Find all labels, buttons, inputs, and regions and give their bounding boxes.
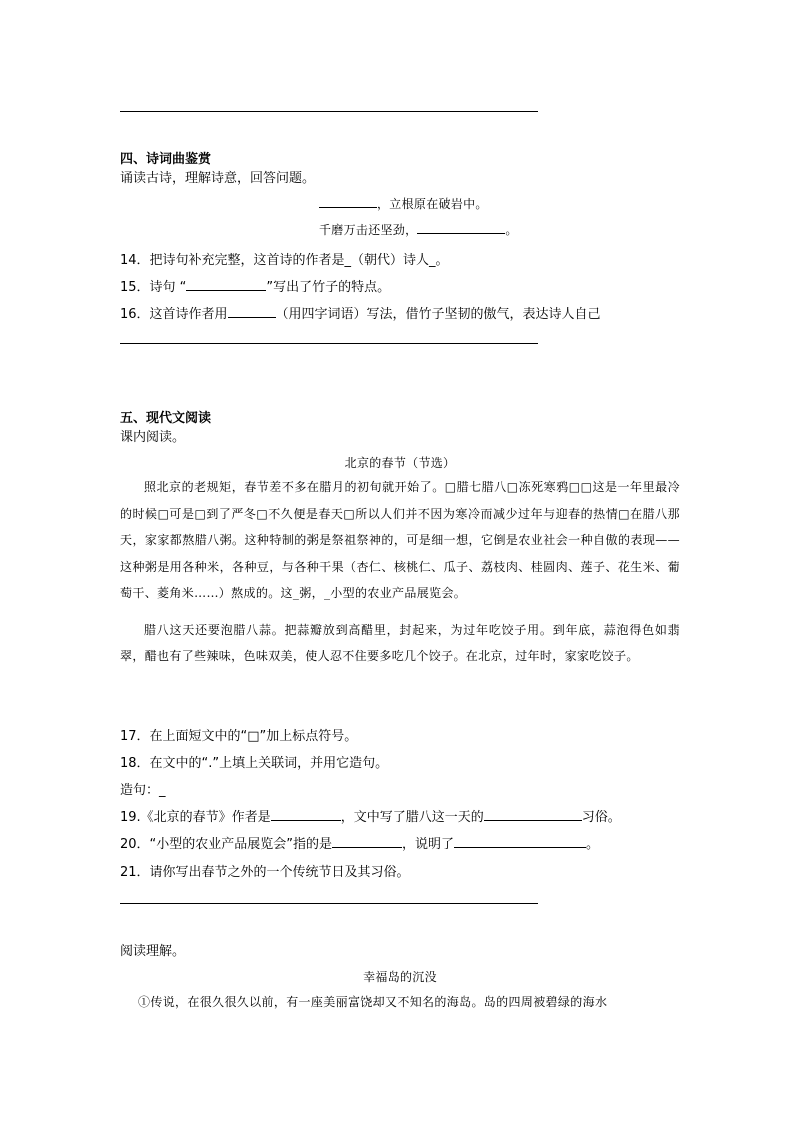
passage-body	[120, 474, 680, 670]
section-heading-modern-reading: 五、现代文阅读	[120, 411, 212, 426]
question-15: 15．诗句 “ ”写出了竹子的特点。	[120, 280, 391, 295]
answer-line	[120, 343, 538, 344]
section-heading-poetry: 四、诗词曲鉴赏	[120, 152, 212, 167]
question-21: 21．请你写出春节之外的一个传统节日及其习俗。	[120, 865, 410, 880]
fill-blank[interactable]	[271, 808, 341, 821]
fill-blank[interactable]	[454, 835, 586, 848]
question-14: 14．把诗句补充完整，这首诗的作者是_（朝代）诗人_。	[120, 253, 449, 268]
sentence-making-prompt: 造句：_	[120, 783, 166, 798]
poem-line-2: 千磨万击还坚劲， 。	[319, 223, 518, 237]
passage-body	[120, 989, 680, 1016]
section-instruction: 阅读理解。	[120, 944, 186, 959]
answer-line	[120, 111, 538, 112]
question-20: 20．“小型的农业产品展览会”指的是 ，说明了 。	[120, 837, 600, 852]
section-instruction: 课内阅读。	[120, 430, 186, 445]
passage-paragraph: 照北京的老规矩，春节差不多在腊月的初旬就开始了。□腊七腊八□冻死寒鸦□□这是一年里最冷的时候□可是□到了严冬□不久便是春天□所以人们并不因为寒冷而减少过年与迎春的热情□在腊八那天，家家都熬腊八粥。这种特制的粥是祭祖祭神的，可是细一想，它倒是农业社会一种自傲的表现——这种粥是用各种米，各种豆，与各种干果（杏仁、核桃仁、瓜子、荔枝肉、桂圆肉、莲子、花生米、葡萄干、菱角米……）熬成的。这_粥，_小型的农业产品展览会。	[120, 480, 680, 600]
passage-title: 幸福岛的沉没	[363, 970, 437, 984]
fill-blank[interactable]	[332, 835, 402, 848]
poem-line-1: ，立根原在破岩中。	[319, 195, 488, 212]
fill-blank[interactable]	[319, 195, 377, 208]
passage-paragraph: 腊八这天还要泡腊八蒜。把蒜瓣放到高醋里，封起来，为过年吃饺子用。到年底，蒜泡得色如翡翠，醋也有了些辣味，色味双美，使人忍不住要多吃几个饺子。在北京，过年时，家家吃饺子。	[120, 622, 680, 663]
section-instruction: 诵读古诗，理解诗意，回答问题。	[120, 171, 316, 186]
fill-blank[interactable]	[228, 305, 276, 318]
question-16: 16．这首诗作者用 （用四字词语）写法，借竹子坚韧的傲气，表达诗人自己	[120, 307, 601, 322]
question-18: 18．在文中的“.”上填上关联词，并用它造句。	[120, 756, 389, 771]
question-19: 19.《北京的春节》作者是 ，文中写了腊八这一天的 习俗。	[120, 810, 621, 825]
question-17: 17．在上面短文中的“□”加上标点符号。	[120, 729, 358, 744]
fill-blank[interactable]	[417, 221, 505, 234]
passage-paragraph: ①传说，在很久很久以前，有一座美丽富饶却又不知名的海岛。岛的四周被碧绿的海水	[138, 995, 608, 1009]
answer-line	[120, 903, 538, 904]
passage-title: 北京的春节（节选）	[344, 456, 456, 470]
fill-blank[interactable]	[186, 278, 266, 291]
fill-blank[interactable]	[484, 808, 582, 821]
